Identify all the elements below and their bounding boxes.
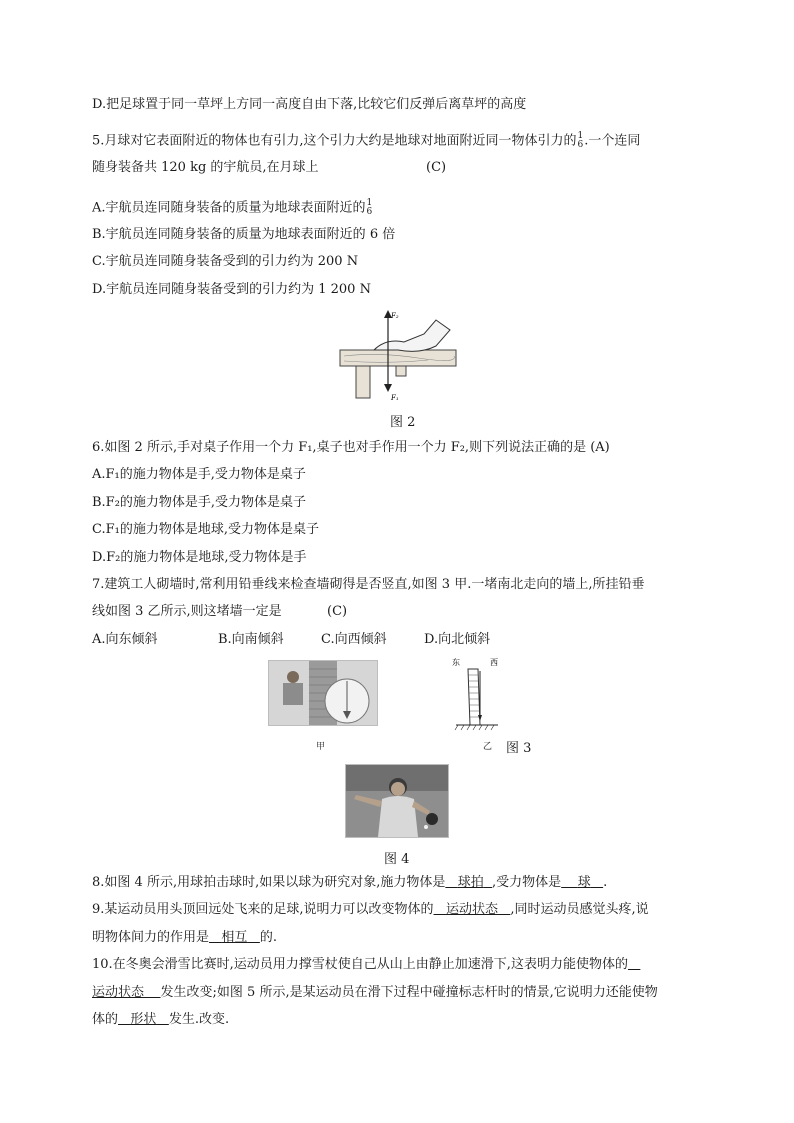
q9-line-1 <box>92 902 649 918</box>
q10-blank-lead <box>628 957 640 972</box>
q6-stem: 6.如图 2 所示,手对桌子作用一个力 F₁,桌子也对手作用一个力 F₂,则下列说法正确的是 (A) <box>92 440 610 455</box>
figure-3-jia-photo <box>268 660 378 726</box>
figure-4-photo <box>345 764 449 838</box>
q7-option-b: B.向南倾斜 <box>218 632 284 647</box>
q10-text-4: 发生.改变. <box>168 1012 230 1027</box>
q8-text-1: 8.如图 4 所示,用球拍击球时,如果以球为研究对象,施力物体是 <box>92 875 446 890</box>
q5-stem-line1 <box>92 132 640 150</box>
q6-option-c: C.F₁的施力物体是地球,受力物体是桌子 <box>92 522 319 537</box>
q9-text-1: 9.某运动员用头顶回远处飞来的足球,说明力可以改变物体的 <box>92 902 434 917</box>
figure-4-caption: 图 4 <box>384 852 410 867</box>
q5-option-a-text: A.宇航员连同随身装备的质量为地球表面附近的 <box>92 200 366 216</box>
label-east: 东 <box>452 658 460 667</box>
q10-text-1: 10.在冬奥会滑雪比赛时,运动员用力撑雪杖使自己从山上由静止加速滑下,这表明力能使物体的 <box>92 957 628 972</box>
q10-line-2 <box>92 985 658 1001</box>
label-f1: F₁ <box>391 394 399 402</box>
label-west: 西 <box>490 658 498 667</box>
label-f2: F₂ <box>391 312 399 320</box>
q10-text-2: 发生改变;如图 5 所示,是某运动员在滑下过程中碰撞标志杆时的情景,它说明力还能使物 <box>160 985 658 1000</box>
q9-line-2 <box>92 930 277 946</box>
q6-option-d: D.F₂的施力物体是地球,受力物体是手 <box>92 550 307 565</box>
q5-option-b: B.宇航员连同随身装备的质量为地球表面附近的 6 倍 <box>92 227 396 242</box>
q10-blank-1 <box>92 985 161 1000</box>
q9-text-4: 的. <box>259 930 277 945</box>
q5-stem-text: 随身装备共 120 kg 的宇航员,在月球上 <box>92 160 319 175</box>
q8-text-2: ,受力物体是 <box>492 875 562 890</box>
q8-text-3: . <box>603 875 608 890</box>
q6-option-a: A.F₁的施力物体是手,受力物体是桌子 <box>92 467 306 482</box>
q7-options <box>92 632 491 648</box>
figure-3-caption: 图 3 <box>506 741 532 756</box>
q7-stem-line1: 7.建筑工人砌墙时,常利用铅垂线来检查墙砌得是否竖直,如图 3 甲.一堵南北走向的墙上,所挂铅垂 <box>92 577 645 592</box>
figure-3-yi-diagram <box>450 655 502 735</box>
q10-text-3: 体的 <box>92 1012 119 1027</box>
q9-blank-1 <box>434 902 511 917</box>
q5-option-d: D.宇航员连同随身装备受到的引力约为 1 200 N <box>92 282 371 297</box>
q5-stem-part2: .一个连同 <box>584 133 641 149</box>
q10-answer-2: 形状 <box>130 1012 157 1027</box>
q8-blank-2 <box>561 875 603 890</box>
q7-stem-text: 线如图 3 乙所示,则这堵墙一定是 <box>92 604 282 619</box>
q5-option-c: C.宇航员连同随身装备受到的引力约为 200 N <box>92 254 359 269</box>
q10-answer-1: 运动状态 <box>92 985 145 1000</box>
q10-blank-2 <box>118 1012 169 1027</box>
q7-option-a: A.向东倾斜 <box>92 632 158 647</box>
q8-line <box>92 875 607 891</box>
q8-answer-1: 球拍 <box>457 875 484 890</box>
q10-line-1 <box>92 957 640 973</box>
q5-option-a <box>92 199 373 217</box>
q4-option-d: D.把足球置于同一草坪上方同一高度自由下落,比较它们反弹后离草坪的高度 <box>92 97 527 112</box>
figure-2-caption: 图 2 <box>390 415 416 430</box>
q7-answer: (C) <box>327 604 348 619</box>
q5-answer: (C) <box>426 160 447 175</box>
q8-answer-2: 球 <box>577 875 591 890</box>
figure-3-label-jia: 甲 <box>316 742 326 752</box>
fraction-one-sixth: 1 6 <box>577 131 584 150</box>
q9-answer-1: 运动状态 <box>445 902 498 917</box>
q6-option-b: B.F₂的施力物体是手,受力物体是桌子 <box>92 495 307 510</box>
figure-2-hand-table <box>338 306 462 404</box>
q5-stem-part1: 5.月球对它表面附近的物体也有引力,这个引力大约是地球对地面附近同一物体引力的 <box>92 133 577 149</box>
q9-text-2: ,同时运动员感觉头疼,说 <box>510 902 649 917</box>
q9-blank-2 <box>209 930 260 945</box>
fraction-one-sixth: 1 6 <box>366 198 373 217</box>
q7-stem-line2 <box>92 604 348 620</box>
q9-answer-2: 相互 <box>221 930 248 945</box>
q10-line-3 <box>92 1012 229 1028</box>
q7-option-c: C.向西倾斜 <box>321 632 387 647</box>
q8-blank-1 <box>445 875 492 890</box>
q7-option-d: D.向北倾斜 <box>424 632 491 647</box>
q5-stem-line2 <box>92 160 447 176</box>
q9-text-3: 明物体间力的作用是 <box>92 930 210 945</box>
figure-3-label-yi: 乙 <box>483 742 493 752</box>
